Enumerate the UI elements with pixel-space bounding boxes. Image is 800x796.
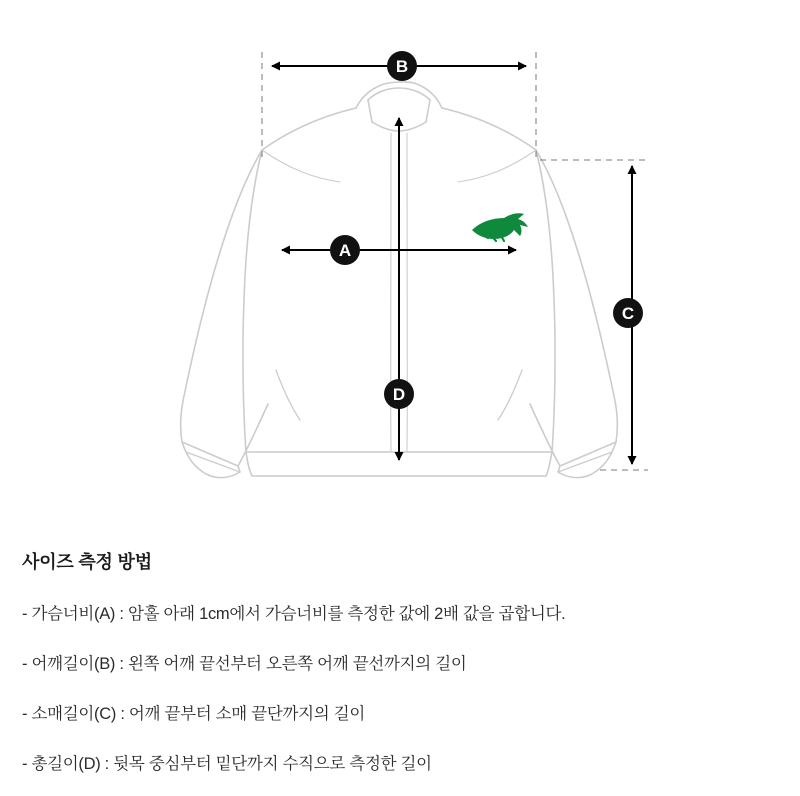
measure-arrows [272,66,635,464]
marker-D-label: D [392,385,406,404]
marker-B-label: B [395,57,409,76]
legend-item-shoulder: - 어깨길이(B) : 왼쪽 어깨 끝선부터 오른쪽 어깨 끝선까지의 길이 [22,655,467,673]
legend-item-total-length: - 총길이(D) : 뒷목 중심부터 밑단까지 수직으로 측정한 길이 [22,755,432,773]
marker-C [613,298,643,328]
legend-item-chest: - 가슴너비(A) : 암홀 아래 1cm에서 가슴너비를 측정한 값에 2배 값을 곱합니다. [22,605,566,623]
marker-D [384,379,414,409]
marker-B [387,51,417,81]
legend-list [22,600,778,774]
marker-A [330,235,360,265]
marker-A-label: A [338,241,352,260]
legend-title: 사이즈 측정 방법 [22,552,152,572]
marker-C-label: C [621,304,635,323]
legend-item-sleeve: - 소매길이(C) : 어깨 끝부터 소매 끝단까지의 길이 [22,705,365,723]
size-guide-legend [0,520,800,774]
crocodile-logo [472,213,528,241]
guide-lines [262,52,648,470]
